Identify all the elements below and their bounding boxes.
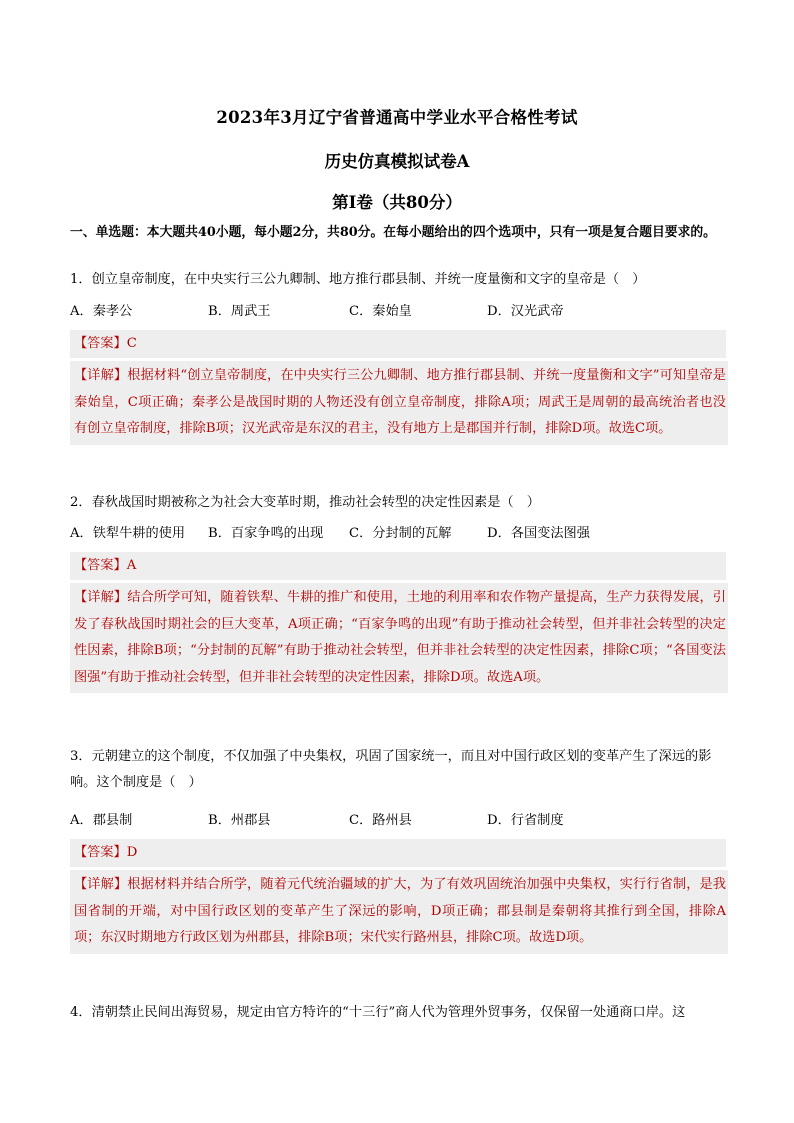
detail-text: 根据材料并结合所学，随着元代统治疆域的扩大，为了有效巩固统治加强中央集权，实行行省制，是我国省制的开端，对中国行政区划的变革产生了深远的影响，D项正确；郡县制是秦朝将其推行到全国，排除A项；东汉时期地方行政区划为州郡县，排除B项；宋代实行路州县，排除C项。故选D项。	[74, 877, 726, 946]
answer-value: A	[126, 558, 137, 573]
section-instruction: 一、单选题：本大题共40小题，每小题2分，共80分。在每小题给出的四个选项中，只有一项是复合题目要求的。	[70, 225, 716, 240]
question-2-stem: 2．春秋战国时期被称之为社会大变革时期，推动社会转型的决定性因素是（ ）	[70, 495, 540, 510]
option-c: C．路州县	[349, 813, 412, 828]
detail-box-3	[70, 870, 728, 954]
question-1-stem: 1．创立皇帝制度，在中央实行三公九卿制、地方推行郡县制、并统一度量衡和文字的皇帝是（ ）	[70, 272, 646, 287]
option-b: B．周武王	[208, 304, 271, 319]
option-a: A．铁犁牛耕的使用	[70, 526, 186, 541]
answer-tag: 【答案】	[74, 558, 127, 573]
option-a: A．郡县制	[70, 813, 133, 828]
option-a: A．秦孝公	[70, 304, 133, 319]
detail-tag: 【详解】	[74, 590, 128, 605]
detail-text: 结合所学可知，随着铁犁、牛耕的推广和使用，土地的利用率和农作物产量提高，生产力获得发展，引发了春秋战国时期社会的巨大变革，A项正确；“百家争鸣的出现”有助于推动社会转型，但并非社会转型的决定性因素，排除B项；“分封制的瓦解”有助于推动社会转型，但并非社会转型的决定性因素，排除C项；“各国变法图强”有助于推动社会转型，但并非社会转型的决定性因素，排除D项。故选A项。	[74, 590, 726, 685]
detail-box-2	[70, 583, 728, 693]
detail-tag: 【详解】	[74, 368, 128, 383]
option-d: D．各国变法图强	[487, 526, 590, 541]
volume-heading: 第I卷（共80分）	[332, 193, 462, 212]
answer-box-3	[70, 839, 726, 867]
question-3-stem: 3．元朝建立的这个制度，不仅加强了中央集权，巩固了国家统一，而且对中国行政区划的变革产生了深远的影响。这个制度是（ ）	[70, 749, 712, 790]
answer-value: D	[126, 845, 138, 860]
option-d: D．汉光武帝	[487, 304, 564, 319]
option-b: B．百家争鸣的出现	[208, 526, 324, 541]
question-2-options	[70, 521, 730, 547]
exam-subtitle: 历史仿真模拟试卷A	[324, 152, 470, 171]
question-4-stem: 4．清朝禁止民间出海贸易，规定由官方特许的“十三行”商人代为管理外贸事务，仅保留一处通商口岸。这	[70, 1005, 686, 1020]
answer-box-2	[70, 552, 726, 580]
option-c: C．秦始皇	[349, 304, 412, 319]
detail-text: 根据材料“创立皇帝制度，在中央实行三公九卿制、地方推行郡县制、并统一度量衡和文字”可知皇帝是秦始皇，C项正确；秦孝公是战国时期的人物还没有创立皇帝制度，排除A项；周武王是周朝的最高统治者也没有创立皇帝制度，排除B项；汉光武帝是东汉的君主，没有地方上是郡国并行制，排除D项。故选C项。	[74, 368, 726, 437]
question-3-options	[70, 808, 730, 834]
answer-tag: 【答案】	[74, 336, 127, 351]
question-1-options	[70, 299, 730, 325]
option-d: D．行省制度	[487, 813, 564, 828]
answer-box-1	[70, 330, 726, 358]
option-b: B．州郡县	[208, 813, 271, 828]
detail-box-1	[70, 361, 728, 445]
detail-tag: 【详解】	[74, 877, 128, 892]
answer-value: C	[126, 336, 137, 351]
answer-tag: 【答案】	[74, 845, 127, 860]
option-c: C．分封制的瓦解	[349, 526, 452, 541]
exam-title: 2023年3月辽宁省普通高中学业水平合格性考试	[216, 108, 578, 127]
